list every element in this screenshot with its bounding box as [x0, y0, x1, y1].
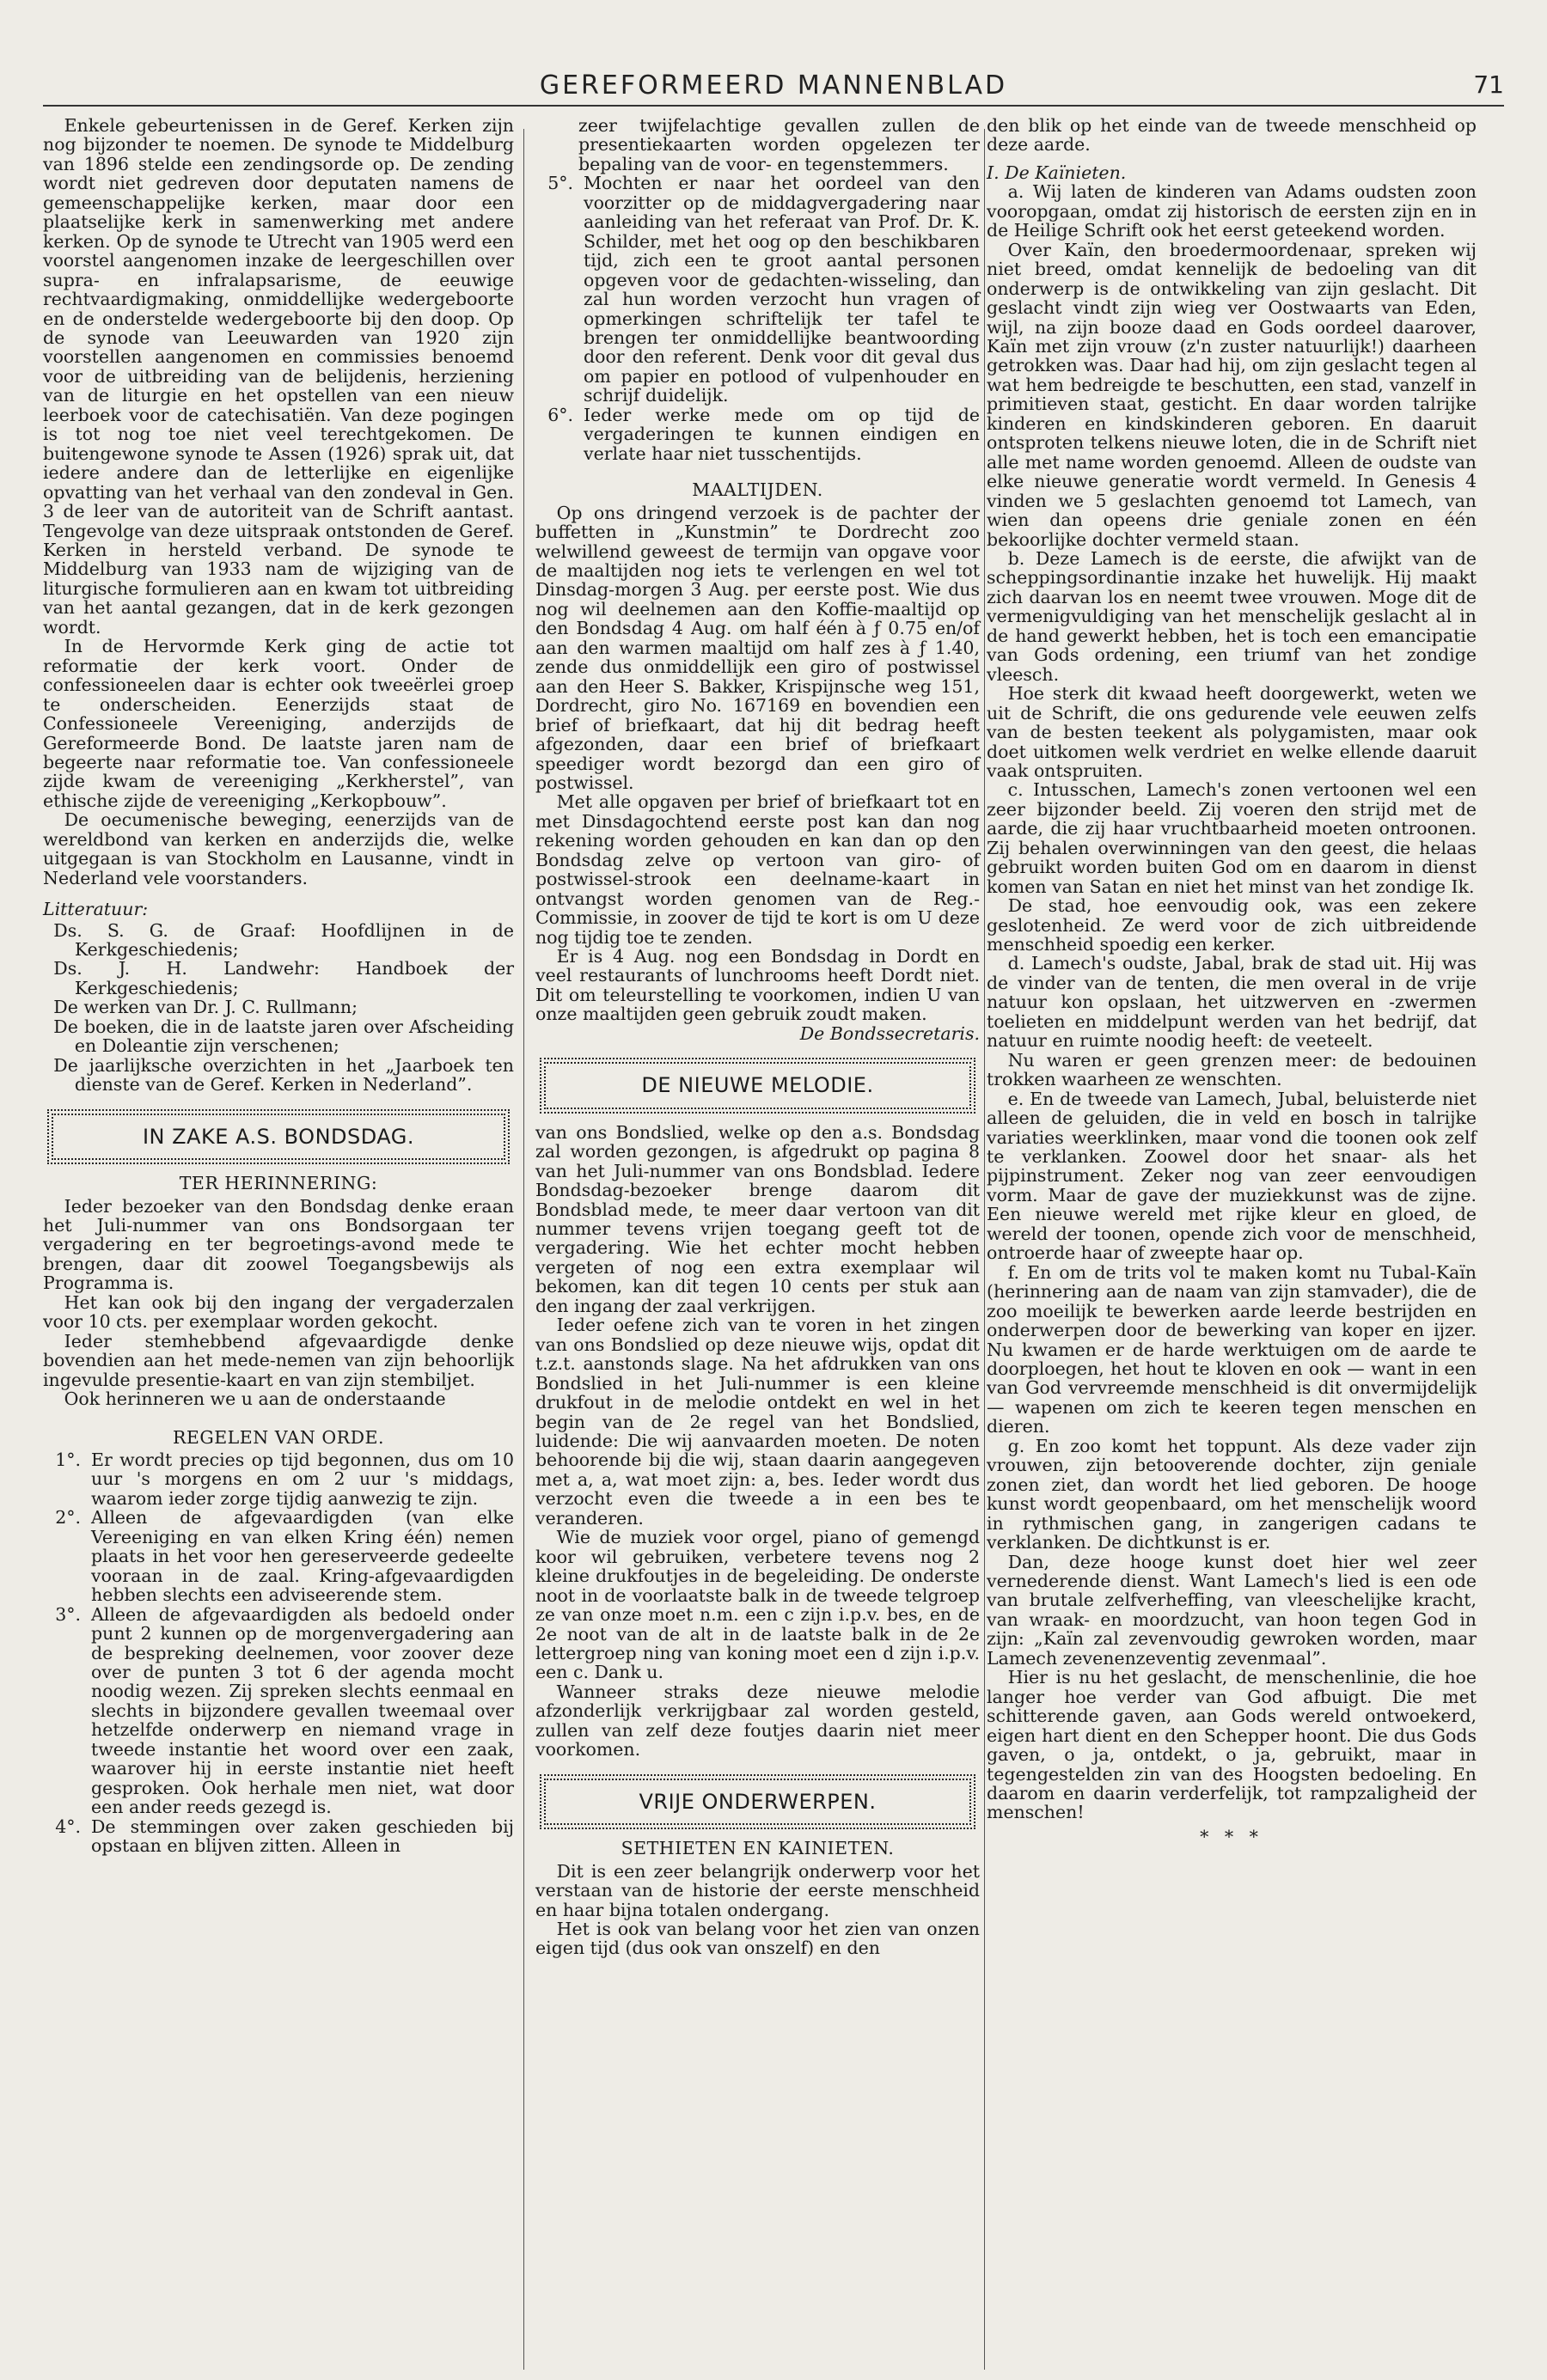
paragraph: Ook herinneren we u aan de onderstaande — [64, 1388, 446, 1410]
section-heading: TER HERINNERING: — [179, 1173, 378, 1194]
paragraph: den blik op het einde van de tweede menschheid op deze aarde. — [987, 115, 1477, 156]
paragraph: Wie de muziek voor orgel, piano of gemengd koor wil gebruiken, verbetere tevens nog 2 kleine drukfoutjes in de begeleiding. De onderste noot in de voorlaatste balk in de tweede telgroep ze van onze moet n.m. een c zijn i.p.v. bes, en de 2e noot van de alt in de laatste balk in de 2e lettergroep ning van koning moet een d zijn i.p.v. een c. Dank u. — [535, 1527, 980, 1683]
paragraph: d. Lamech's oudste, Jabal, brak de stad uit. Hij was de vinder van de tenten, die men overal in de vrije natuur kon opslaan, het uitzwerven en -zwermen toelieten en middelpunt werden van het bedrijf, dat natuur en ruimte noodig heeft: de veeteelt. — [987, 953, 1477, 1052]
rule-item: 5°. Mochten er naar het oordeel van den voorzitter op de middagvergadering naar aanleiding van het referaat van Prof. Dr. K. Schilder, met het oog op den beschikbaren tijd, zich een te groot aantal personen opgeven voor de gedachten-wisseling, dan zal hun worden verzocht hun vragen of opmerkingen schriftelijk ter tafel te brengen ter onmiddellijke beantwoording door den referent. Denk voor dit geval dus om papier en potlood of vulpenhouder en schrijf duidelijk. — [547, 173, 980, 406]
column-2 — [535, 116, 980, 1958]
literature-item: De boeken, die in de laatste jaren over Afscheiding en Doleantie zijn verschenen; — [53, 1016, 514, 1057]
rule-item: 2°. Alleen de afgevaardigden (van elke Vereeniging en van elken Kring één) nemen plaats in het voor hen gereserveerde gedeelte vooraan in de zaal. Kring-afgevaardigden hebben slechts een adviseerende stem. — [55, 1507, 514, 1606]
section-heading: REGELEN VAN ORDE. — [172, 1426, 385, 1448]
section-box-bondsdag: IN ZAKE A.S. BONDSDAG. — [52, 1114, 505, 1160]
paragraph: Over Kaïn, den broedermoordenaar, spreken wij niet breed, omdat kennelijk de bedoeling van dit onderwerp is de ontwikkeling van zijn geslacht. Dit geslacht vindt zijn wieg ver Oostwaarts van Eden, wijl, na zijn booze daad en Gods oordeel daarover, Kaïn met zijn vrouw (z'n zuster natuurlijk!) daarheen getrokken was. Daar had hij, om zijn geslacht tegen al wat hem bedreigde te beschutten, een stad, vanzelf in primitieven staat, gesticht. En daar worden talrijke kinderen en kindskinderen geboren. En daaruit ontsproten telkens nieuwe loten, die in de Schrift niet alle met name worden genoemd. Alleen de oudste van elke nieuwe generatie wordt vermeld. In Genesis 4 vinden we 5 geslachten genoemd tot Lamech, van wien dan opeens drie geniale zonen en één bekoorlijke dochter vermeld staan. — [987, 239, 1477, 550]
paragraph: Dit is een zeer belangrijk onderwerp voor het verstaan van de historie der eerste menschheid en haar bijna totalen ondergang. — [535, 1860, 980, 1920]
column-divider-left — [523, 129, 524, 2370]
paragraph: Dan, deze hooge kunst doet hier wel zeer vernederende dienst. Want Lamech's lied is een ode van brutale zelfverheffing, van vleeschelijke kracht, van wraak- en moordzucht, van hoon tegen God in zijn: „Kaïn zal zevenvoudig gewroken worden, maar Lamech zevenenzeventig zevenmaal”. — [987, 1551, 1477, 1669]
rule-item: 6°. Ieder werke mede om op tijd de vergaderingen te kunnen eindigen en verlate haar niet tusschentijds. — [547, 404, 980, 464]
paragraph: Het kan ook bij den ingang der vergaderzalen voor 10 cts. per exemplaar worden gekocht. — [43, 1291, 514, 1333]
literature-item: De werken van Dr. J. C. Rullmann; — [53, 997, 358, 1018]
section-heading: SETHIETEN EN KAINIETEN. — [621, 1838, 895, 1859]
literature-label: Litteratuur: — [43, 899, 149, 920]
subsection-heading: I. De Kaïnieten. — [987, 162, 1127, 183]
section-box-melodie: DE NIEUWE MELODIE. — [544, 1062, 971, 1108]
section-box-vrije-onderwerpen: VRIJE ONDERWERPEN. — [544, 1779, 971, 1825]
paragraph: Wanneer straks deze nieuwe melodie afzonderlijk verkrijgbaar zal worden gesteld, zullen van zelf deze foutjes daarin niet meer voorkomen. — [535, 1681, 980, 1761]
page-header — [43, 65, 1504, 108]
paragraph: Op ons dringend verzoek is de pachter der buffetten in „Kunstmin” te Dordrecht zoo welwillend geweest de termijn van opgave voor de maaltijden nog iets te verlengen en wel tot Dinsdag-morgen 3 Aug. per eerste post. Wie dus nog wil deelnemen aan den Koffie-maaltijd op den Bondsdag 4 Aug. om half één à ƒ 0.75 en/of aan den warmen maaltijd om half zes à ƒ 1.40, zende dus onmiddellijk een giro of postwissel aan den Heer S. Bakker, Krispijnsche weg 151, Dordrecht, giro No. 167169 en bovendien een brief of briefkaart, dat hij dit bedrag heeft afgezonden, daar een brief of briefkaart speediger wordt bezorgd dan een giro of postwissel. — [535, 502, 980, 793]
paragraph: De stad, hoe eenvoudig ook, was een zekere geslotenheid. Ze werd voor de zich uitbreidende menschheid spoedig een kerker. — [987, 895, 1477, 955]
section-end-stars: * * * — [1200, 1826, 1263, 1847]
paragraph: f. En om de trits vol te maken komt nu Tubal-Kaïn (herinnering aan de naam van zijn stamvader), die de zoo moeilijk te bewerken aarde leerde bestrijden en onderwerpen door de bewerking van koper en ijzer. Nu kwamen er de harde werktuigen om de aarde te doorploegen, het hout te kloven en ook — want in een van God vervreemde menschheid is dit onvermijdelijk — wapenen om zich te keeren tegen menschen en dieren. — [987, 1261, 1477, 1437]
rule-item: 1°. Er wordt precies op tijd begonnen, dus om 10 uur 's morgens en om 2 uur 's middags, waarom ieder zorge tijdig aanwezig te zijn. — [55, 1449, 514, 1509]
paragraph: De oecumenische beweging, eenerzijds van de wereldbond van kerken en anderzijds die, welke uitgegaan is van Stockholm en Lausanne, vindt in Nederland vele voorstanders. — [43, 809, 514, 888]
paragraph: b. Deze Lamech is de eerste, die afwijkt van de scheppingsordinantie inzake het huwelijk. Hij maakt zich daarvan los en neemt twee vrouwen. Moge dit de vermenigvuldiging van het menschelijk geslacht al in de hand gewerkt hebben, het is toch een emancipatie van Gods ordening, een triumf van het zondige vleesch. — [987, 547, 1477, 685]
paragraph: Het is ook van belang voor het zien van onzen eigen tijd (dus ook van onszelf) en den — [535, 1918, 980, 1959]
paragraph: c. Intusschen, Lamech's zonen vertoonen wel een zeer bijzonder beeld. Zij voeren den strijd met de aarde, die zij haar vruchtbaarheid moeten ontroonen. Zij behalen overwinningen van den geest, die helaas gebruikt worden buiten God om en daarom in dienst komen van Satan en niet het minst van het zondige Ik. — [987, 779, 1477, 897]
paragraph: e. En de tweede van Lamech, Jubal, beluisterde niet alleen de geluiden, die in veld en bosch in talrijke variaties weerklinken, maar vond die toonen ook zelf te verklanken. Zoowel door het snaar- als het pijpinstrument. Zeker nog van zeer eenvoudigen vorm. Maar de gave der muziekkunst was de zijne. Een nieuwe wereld met rijke kleur en gloed, de wereld der toonen, opende zich voor de menschheid, ontroerde haar of zweepte haar op. — [987, 1088, 1477, 1264]
paragraph: Ieder stemhebbend afgevaardigde denke bovendien aan het mede-nemen van zijn behoorlijk ingevulde presentie-kaart en van zijn stembiljet. — [43, 1330, 514, 1390]
literature-item: Ds. S. G. de Graaf: Hoofdlijnen in de Kerkgeschiedenis; — [53, 919, 514, 961]
paragraph: Met alle opgaven per brief of briefkaart tot en met Dinsdagochtend eerste post kan dan nog rekening worden gehouden en kan dan op den Bondsdag zelve op vertoon van giro- of postwissel-strook een deelname-kaart in ontvangst worden genomen van de Reg.-Commissie, in zoover de tijd te kort is om U deze nog tijdig toe te zenden. — [535, 791, 980, 948]
paragraph: Ieder oefene zich van te voren in het zingen van ons Bondslied op deze nieuwe wijs, opdat dit t.z.t. aanstonds slage. Na het afdrukken van ons Bondslied in het Juli-nummer is een kleine drukfout in de melodie ontdekt en wel in het begin van de 2e regel van het Bondslied, luidende: Die wij aanvaarden moeten. De noten behoorende bij die wij, staan daarin aangegeven met a, a, wat moet zijn: a, bes. Ieder wordt dus verzocht even die tweede a in een bes te veranderen. — [535, 1315, 980, 1529]
page-number: 71 — [1473, 70, 1504, 99]
column-divider-right — [984, 129, 985, 2370]
paragraph: In de Hervormde Kerk ging de actie tot reformatie der kerk voort. Onder de confessioneelen daar is echter ook tweeërlei groep te onderscheiden. Eenerzijds staat de Confessioneele Vereeniging, anderzijds de Gereformeerde Bond. De laatste jaren nam de begeerte naar reformatie toe. Van confessioneele zijde kwam de vereeniging „Kerkherstel”, van ethische zijde de vereeniging „Kerkopbouw”. — [43, 636, 514, 811]
paragraph: a. Wij laten de kinderen van Adams oudsten zoon vooropgaan, omdat zij historisch de eersten zijn en in de Heilige Schrift ook het eerst geteekend worden. — [987, 181, 1477, 241]
journal-title: GEREFORMEERD MANNENBLAD — [539, 70, 1008, 101]
paragraph: Nu waren er geen grenzen meer: de bedouinen trokken waarheen ze wenschten. — [987, 1049, 1477, 1090]
header-rule — [43, 105, 1504, 107]
rule-item: 4°. De stemmingen over zaken geschieden bij opstaan en blijven zitten. Alleen in — [55, 1816, 514, 1857]
signature: De Bondssecretaris. — [799, 1022, 980, 1044]
paragraph: g. En zoo komt het toppunt. Als deze vader zijn vrouwen, zijn betooverende dochter, zijn geniale zonen ziet, dan wordt het lied geboren. De hooge kunst wordt geopenbaard, om het menschelijk woord in rythmischen gang, in zangerigen cadans te verklanken. De dichtkunst is er. — [987, 1435, 1477, 1553]
paragraph: Hier is nu het geslacht, de menschenlinie, die hoe langer hoe verder van God afbuigt. Die met schitterende gaven, aan Gods wereld ontwoekerd, eigen hart dient en den Schepper hoont. Die dus Gods gaven, o ja, ontdekt, o ja, gebruikt, maar in tegengestelden zin van des Hoogsten bedoeling. En daarom en daarin verderfelijk, tot rampzaligheid der menschen! — [987, 1667, 1477, 1823]
literature-item: Ds. J. H. Landwehr: Handboek der Kerkgeschiedenis; — [53, 958, 514, 998]
rule-item: 3°. Alleen de afgevaardigden als bedoeld onder punt 2 kunnen op de morgenvergadering aan de bespreking deelnemen, voor zoover deze over de punten 3 tot 6 der agenda mocht noodig wezen. Zij spreken slechts eenmaal en slechts in bijzondere gevallen tweemaal over hetzelfde onderwerp en niemand vrage in tweede instantie het woord over een zaak, waarover hij in eerste instantie niet heeft gesproken. Ook herhale men niet, wat door een ander reeds gezegd is. — [55, 1603, 514, 1818]
literature-item: De jaarlijksche overzichten in het „Jaarboek ten dienste van de Geref. Kerken in Nederland”. — [53, 1054, 514, 1095]
column-1 — [43, 116, 514, 1856]
column-3 — [987, 116, 1477, 1846]
paragraph: Hoe sterk dit kwaad heeft doorgewerkt, weten we uit de Schrift, die ons gedurende vele eeuwen zelfs van de besten teekent als polygamisten, maar ook doet uitkomen welk verdriet en welke ellende daaruit vaak ontspruiten. — [987, 683, 1477, 781]
paragraph: van ons Bondslied, welke op den a.s. Bondsdag zal worden gezongen, is afgedrukt op pagina 8 van het Juli-nummer van ons Bondsblad. Iedere Bondsdag-bezoeker brenge daarom dit Bondsblad mede, te meer daar vertoon van dit nummer tevens vrijen toegang geeft tot de vergadering. Wie het echter mocht hebben vergeten of nog een extra exemplaar wil bekomen, kan dit tegen 10 cents per stuk aan den ingang der zaal verkrijgen. — [535, 1121, 980, 1316]
paragraph: Ieder bezoeker van den Bondsdag denke eraan het Juli-nummer van ons Bondsorgaan ter vergadering en ter begroetings-avond mede te brengen, daar dit zoowel Toegangsbewijs als Programma is. — [43, 1195, 514, 1294]
section-heading: MAALTIJDEN. — [692, 479, 823, 501]
paragraph: zeer twijfelachtige gevallen zullen de presentiekaarten worden opgelezen ter bepaling van de voor- en tegenstemmers. — [578, 115, 980, 174]
paragraph: Enkele gebeurtenissen in de Geref. Kerken zijn nog bijzonder te noemen. De synode te Middelburg van 1896 stelde een zendingsorde op. De zending wordt niet gedreven door deputaten namens de gemeenschappelijke kerken, maar door een plaatselijke kerk in samenwerking met andere kerken. Op de synode te Utrecht van 1905 werd een voorstel aangenomen inzake de leergeschillen over supra- en infralapsarisme, de eeuwige rechtvaardigmaking, onmiddellijke wedergeboorte en de onderstelde wedergeboorte bij den doop. Op de synode van Leeuwarden van 1920 zijn voorstellen aangenomen en commissies benoemd voor de uitbreiding van de belijdenis, herziening van de liturgie en het opstellen van een nieuw leerboek voor de catechisatiën. Van deze pogingen is tot nog toe niet veel terechtgekomen. De buitengewone synode te Assen (1926) sprak uit, dat iedere andere dan de letterlijke en eigenlijke opvatting van het verhaal van den zondeval in Gen. 3 de leer van de autoriteit van de Schrift aantast. Tengevolge van deze uitspraak ontstonden de Geref. Kerken in hersteld verband. De synode te Middelburg van 1933 nam de wijziging van de liturgische formulieren aan en kwam tot uitbreiding van het aantal gezangen, dat in de kerk gezongen wordt. — [43, 115, 514, 638]
paragraph: Er is 4 Aug. nog een Bondsdag in Dordt en veel restaurants of lunchrooms heeft Dordt niet. Dit om teleurstelling te voorkomen, indien U van onze maaltijden geen gebruik zoudt maken. — [535, 946, 980, 1025]
